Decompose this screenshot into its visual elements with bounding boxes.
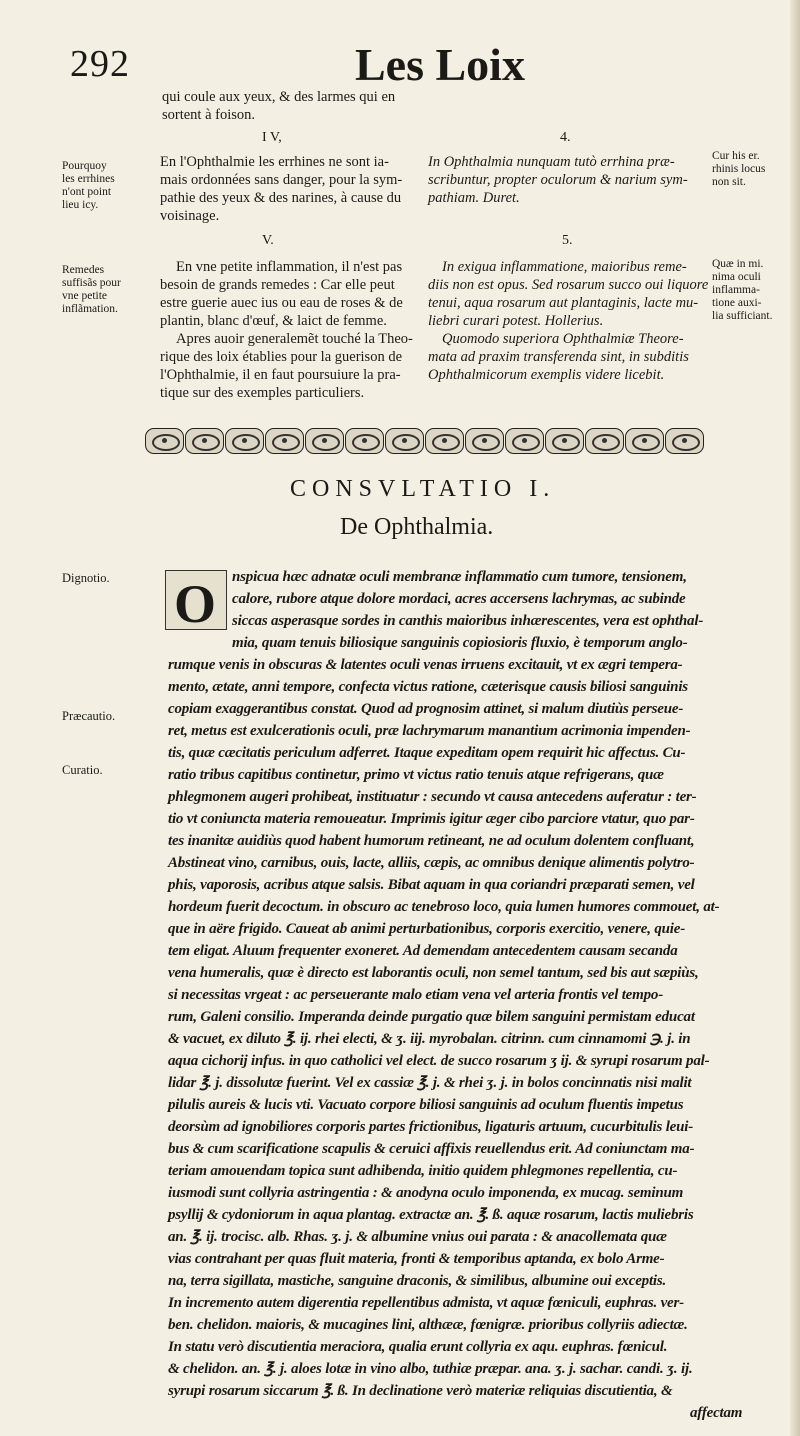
french-text: pathie des yeux & des narines, à cause du xyxy=(160,190,402,206)
french-text: l'Ophthalmie, il en faut poursuiure la pra- xyxy=(160,367,401,383)
body-line: lidar ℥. j. dissolutæ fuerint. Vel ex cassiæ ℥. j. & rhei ʒ. j. in bolos concinnatis nisi malit xyxy=(168,1075,692,1091)
ornament-icon xyxy=(585,428,624,454)
ornament-icon xyxy=(185,428,224,454)
ornament-icon xyxy=(225,428,264,454)
margin-note-praecautio: Præcautio. xyxy=(62,709,116,723)
running-title: Les Loix xyxy=(355,39,525,90)
ornament-icon xyxy=(265,428,304,454)
margin-note: vne petite xyxy=(62,290,108,302)
latin-text: mata ad praxim transferenda sint, in subditis xyxy=(428,349,689,365)
intro-line: sortent à foison. xyxy=(162,107,256,123)
ornament-icon xyxy=(145,428,184,454)
body-line: rumque venis in obscuras & latentes oculi venas irruens excitauit, vt ex ægri tempera- xyxy=(168,657,683,673)
french-text: mais ordonnées sans danger, pour la sym- xyxy=(160,172,403,188)
margin-note: tione auxi- xyxy=(712,297,762,309)
margin-note-curatio: Curatio. xyxy=(62,763,103,777)
body-line: teriam amouendam topica sunt adhibenda, initio quidem phlegmones repellentia, cu- xyxy=(168,1163,678,1179)
ornament-icon xyxy=(425,428,464,454)
page-spine-shadow xyxy=(790,0,800,1436)
margin-note-dignotio: Dignotio. xyxy=(62,571,110,585)
body-line: si necessitas vrgeat : ac perseuerante malo etiam vena vel arteria frontis vel tempo- xyxy=(168,987,664,1003)
body-line: siccas asperasque sordes in canthis maioribus inhærescentes, vera est ophthal- xyxy=(232,613,704,629)
latin-text: scribuntur, propter oculorum & narium sym- xyxy=(428,172,688,188)
body-line: na, terra sigillata, mastiche, sanguine draconis, & similibus, albumine oui exceptis. xyxy=(168,1273,667,1289)
body-line: mento, ætate, anni tempore, confecta victus ratione, cæterisque causis biliosi sanguinis xyxy=(168,679,688,695)
margin-note: lieu icy. xyxy=(62,199,99,211)
margin-note: Pourquoy xyxy=(62,160,107,172)
margin-note: nima oculi xyxy=(712,271,761,283)
margin-note: n'ont point xyxy=(62,186,112,198)
french-text: rique des loix établies pour la guerison de xyxy=(160,349,403,365)
ornament-icon xyxy=(385,428,424,454)
margin-note: suffisãs pour xyxy=(62,277,121,289)
body-line: pilulis aureis & lucis vti. Vacuato corpore biliosi sanguinis ad oculum fluentis impetus xyxy=(168,1097,684,1113)
body-line: tes inanitæ auidiùs quod habent humorum retineant, ne ad oculum dolentem confluant, xyxy=(168,833,695,849)
body-line: vias contrahant per quas fluit materia, fronti & temporibus aptanda, ex bolo Arme- xyxy=(168,1251,665,1267)
latin-text: pathiam. Duret. xyxy=(428,190,520,206)
ornament-icon xyxy=(545,428,584,454)
french-text: Apres auoir generalemẽt touché la Theo- xyxy=(176,331,413,347)
section-number-fr: I V, xyxy=(262,130,282,145)
body-line: vena humeralis, quæ è directo est laborantis oculi, non semel tantum, sed bis aut sæpiùs, xyxy=(168,965,699,981)
body-line: que in aëre frigido. Caueat ab animi perturbationibus, corporis exercitio, venere, quie- xyxy=(168,921,685,937)
body-line: phis, vaporosis, acribus atque salsis. Bibat aquam in qua coriandri præparati semen, vel xyxy=(168,877,695,893)
body-line: tem eligat. Aluum frequenter exoneret. Ad demendam antecedentem causam secanda xyxy=(168,943,678,959)
page-number: 292 xyxy=(70,43,130,85)
margin-note: rhinis locus xyxy=(712,163,766,175)
margin-note: non sit. xyxy=(712,176,746,188)
body-line: nspicua hæc adnatæ oculi membranæ inflammatio cum tumore, tensionem, xyxy=(232,569,687,585)
french-text: plantin, blanc d'œuf, & laict de femme. xyxy=(160,313,387,329)
ornament-icon xyxy=(305,428,344,454)
body-line: syrupi rosarum siccarum ℥. ß. In declinatione verò materiæ reliquias discutientia, & xyxy=(168,1383,673,1399)
latin-text: In exigua inflammatione, maioribus reme- xyxy=(442,259,687,275)
body-line: tio vt coniuncta materia remoueatur. Imprimis igitur æger cibo parciore vtatur, quo par- xyxy=(168,811,695,827)
body-line: psyllij & cydoniorum in aqua plantag. extractæ an. ℥. ß. aquæ rosarum, lactis muliebris xyxy=(168,1207,694,1223)
body-line: hordeum fuerit decoctum. in obscuro ac tenebroso loco, quia lumen humores commouet, at- xyxy=(168,899,720,915)
latin-text: Quomodo superiora Ophthalmiæ Theore- xyxy=(442,331,684,347)
latin-text: tenui, aqua rosarum aut plantaginis, lacte mu- xyxy=(428,295,699,311)
body-line: calore, rubore atque dolore mordaci, acres accersens lachrymas, ac subinde xyxy=(232,591,686,607)
margin-note: Quæ in mi. xyxy=(712,258,764,270)
body-line: ret, metus est exulcerationis oculi, præ lachrymarum manantium acrimonia impenden- xyxy=(168,723,691,739)
body-line: deorsùm ad ignobiliores corporis partes frictionibus, ligaturis artuum, cucurbitulis leui- xyxy=(168,1119,694,1135)
body-line: rum, Galeni consilio. Imperanda deinde purgatio quæ bilem sanguini permistam educat xyxy=(168,1009,695,1025)
latin-text: liebri curari potest. Hollerius. xyxy=(428,313,604,329)
body-line: mia, quam tenuis biliosique sanguinis copiosioris fluxio, è temporum anglo- xyxy=(232,635,688,651)
margin-note: lia sufficiant. xyxy=(712,310,773,322)
body-line: & vacuet, ex diluto ℥. ij. rhei electi, & ʒ. iij. myrobalan. citrinn. cum cinnamomi ℈. j. in xyxy=(168,1031,691,1047)
consultatio-subtitle: De Ophthalmia. xyxy=(340,514,494,540)
ornament-band xyxy=(145,428,705,454)
body-line: & chelidon. an. ℥. j. aloes lotæ in vino albo, tuthiæ præpar. ana. ʒ. j. sachar. candi. ʒ. ij. xyxy=(168,1361,693,1377)
body-line: ben. chelidon. maioris, & mucagines lini, althææ, fœnigræ. prioribus collyriis adiectæ. xyxy=(168,1317,688,1333)
body-line: tis, quæ cæcitatis periculum adferret. Itaque expeditam opem requirit hic affectus. Cu- xyxy=(168,745,686,761)
body-line: copiam exaggerantibus constat. Quod ad prognosim attinet, si malum diutiùs perseue- xyxy=(168,701,684,717)
decorated-initial-letter: O xyxy=(174,574,217,634)
latin-text: Ophthalmicorum exemplis videre licebit. xyxy=(428,367,665,383)
french-text: tique sur des exemples particuliers. xyxy=(160,385,365,401)
section-number-lat: 5. xyxy=(562,233,573,248)
latin-text: In Ophthalmia nunquam tutò errhina præ- xyxy=(428,154,675,170)
ornament-icon xyxy=(465,428,504,454)
margin-note: les errhines xyxy=(62,173,115,185)
french-text: estre guerie auec ius ou eau de roses & de xyxy=(160,295,403,311)
body-line: ratio tribus capitibus continetur, primo vt victus ratio tenuis atque refrigerans, quæ xyxy=(168,767,664,783)
latin-text: diis non est opus. Sed rosarum succo oui liquore xyxy=(428,277,709,293)
intro-line: qui coule aux yeux, & des larmes qui en xyxy=(162,89,396,105)
ornament-icon xyxy=(665,428,704,454)
margin-note: Cur his er. xyxy=(712,150,760,162)
body-line: bus & cum scarificatione scapulis & ceruici affixis reuellendus erit. Ad coniunctam ma- xyxy=(168,1141,695,1157)
body-line: In statu verò discutientia meraciora, qualia erunt collyria ex aqu. euphras. fœnicul. xyxy=(168,1339,668,1355)
french-text: En l'Ophthalmie les errhines ne sont ia- xyxy=(160,154,389,170)
french-text: En vne petite inflammation, il n'est pas xyxy=(176,259,403,275)
body-line: In incremento autem digerentia repellentibus admista, vt aquæ fœniculi, euphras. ver- xyxy=(168,1295,684,1311)
ornament-icon xyxy=(505,428,544,454)
ornament-icon xyxy=(345,428,384,454)
margin-note: inflãmation. xyxy=(62,303,118,315)
consultatio-title: CONSVLTATIO I. xyxy=(290,476,556,502)
body-line: iusmodi sunt collyria astringentia : & anodyna oculo imponenda, ex mucag. seminum xyxy=(168,1185,684,1201)
decorated-initial xyxy=(165,570,227,634)
body-line: aqua cichorij infus. in quo catholici vel elect. de succo rosarum ʒ ij. & syrupi rosarum pal- xyxy=(168,1053,710,1069)
body-line: Abstineat vino, carnibus, ouis, lacte, alliis, cæpis, ac omnibus denique alimentis polytro- xyxy=(168,855,695,871)
french-text: besoin de grands remedes : Car elle peut xyxy=(160,277,395,293)
body-line: phlegmonem augeri prohibeat, instituatur : secundo vt causa antecedens auferatur : ter- xyxy=(168,789,697,805)
body-line: an. ℥. ij. trocisc. alb. Rhas. ʒ. j. & albumine vnius oui parata : & anacollemata quæ xyxy=(168,1229,667,1245)
margin-note: inflamma- xyxy=(712,284,760,296)
section-number-fr: V. xyxy=(262,233,274,248)
catchword: affectam xyxy=(690,1405,743,1421)
ornament-icon xyxy=(625,428,664,454)
section-number-lat: 4. xyxy=(560,130,571,145)
french-text: voisinage. xyxy=(160,208,220,224)
margin-note: Remedes xyxy=(62,264,105,276)
